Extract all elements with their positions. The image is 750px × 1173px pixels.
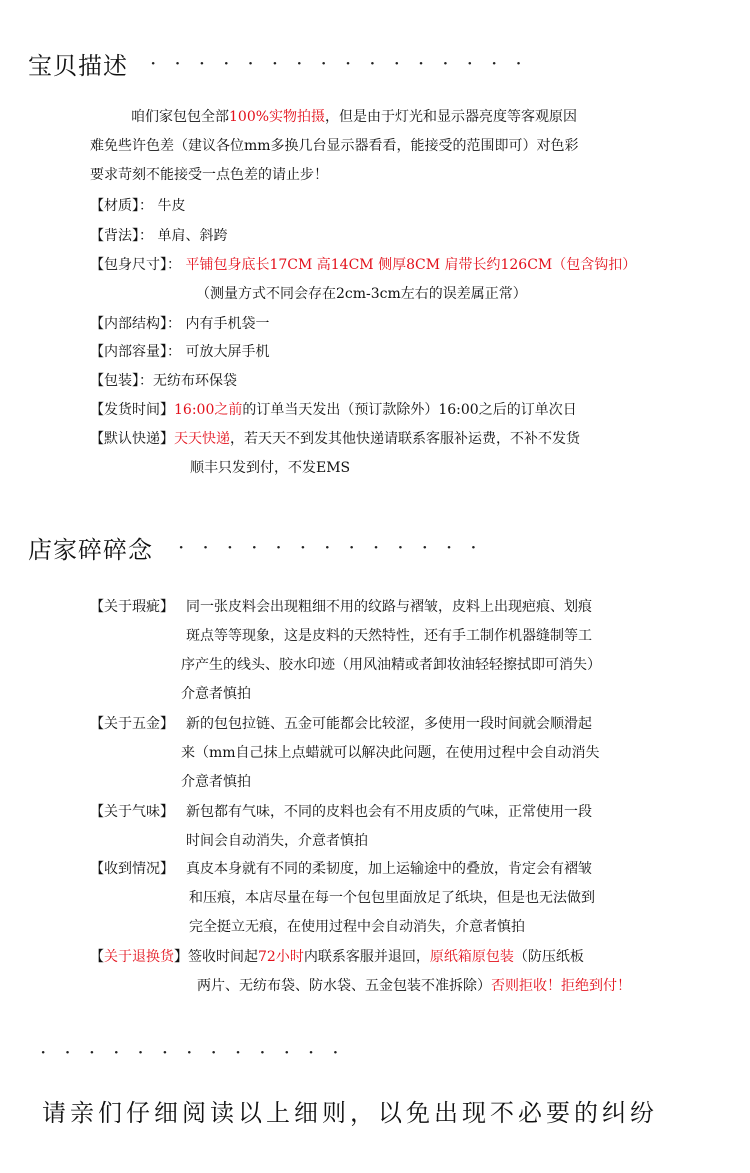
structure-row: 【内部结构】： 内有手机袋一 [90, 316, 270, 332]
size-note: （测量方式不同会存在2cm-3cm左右的误差属正常） [196, 286, 527, 302]
flaw-line-2: 斑点等等现象，这是皮料的天然特性，还有手工制作机器缝制等工 [186, 628, 592, 644]
material-row: 【材质】： 牛皮 [90, 198, 186, 214]
intro-line-2: 难免些许色差（建议各位mm多换几台显示器看看，能接受的范围即可）对色彩 [90, 138, 579, 154]
hardware-label: 【关于五金】 [90, 716, 174, 732]
hardware-line-3: 介意者慎拍 [181, 774, 251, 790]
receipt-label: 【收到情况】 [90, 861, 174, 877]
footer-notice: 请亲们仔细阅读以上细则，以免出现不必要的纠纷 [42, 1099, 658, 1127]
capacity-row: 【内部容量】： 可放大屏手机 [90, 344, 270, 360]
packaging-row: 【包装】：无纺布环保袋 [90, 373, 237, 389]
hardware-line-1: 新的包包拉链、五金可能都会比较涩，多使用一段时间就会顺滑起 [186, 716, 592, 732]
section-title-description: 宝贝描述 [28, 52, 128, 80]
size-row: 【包身尺寸】： 平铺包身底长17CM 高14CM 侧厚8CM 肩带长约126CM（包含钩扣） [90, 257, 637, 273]
flaw-label: 【关于瑕疵】 [90, 599, 174, 615]
returns-row: 【关于退换货】签收时间起72小时内联系客服并退回，原纸箱原包装（防压纸板 [90, 949, 584, 965]
flaw-line-4: 介意者慎拍 [181, 686, 251, 702]
smell-line-2: 时间会自动消失，介意者慎拍 [186, 833, 368, 849]
flaw-line-1: 同一张皮料会出现粗细不用的纹路与褶皱，皮料上出现疤痕、划痕 [186, 599, 592, 615]
smell-label: 【关于气味】 [90, 804, 174, 820]
dotted-divider: ············· [178, 535, 495, 559]
express-row: 【默认快递】天天快递，若天天不到发其他快递请联系客服补运费，不补不发货 [90, 431, 580, 447]
dotted-divider: ················ [150, 51, 540, 75]
shipping-row: 【发货时间】16:00之前的订单当天发出（预订款除外）16:00之后的订单次日 [90, 402, 577, 418]
returns-row-2: 两片、无纺布袋、防水袋、五金包装不准拆除）否则拒收！拒绝到付！ [197, 978, 631, 994]
receipt-line-1: 真皮本身就有不同的柔韧度，加上运输途中的叠放，肯定会有褶皱 [186, 861, 592, 877]
hardware-line-2: 来（mm自己抹上点蜡就可以解决此问题，在使用过程中会自动消失 [181, 745, 600, 761]
flaw-line-3: 序产生的线头、胶水印迹（用风油精或者卸妆油轻轻擦拭即可消失） [181, 657, 601, 673]
intro-line-1: 咱们家包包全部100%实物拍摄，但是由于灯光和显示器亮度等客观原因 [131, 109, 578, 125]
receipt-line-2: 和压痕，本店尽量在每一个包包里面放足了纸块，但是也无法做到 [189, 890, 595, 906]
smell-line-1: 新包都有气味，不同的皮料也会有不用皮质的气味，正常使用一段 [186, 804, 592, 820]
section-title-notes: 店家碎碎念 [28, 536, 153, 564]
express-row-2: 顺丰只发到付，不发EMS [190, 460, 351, 476]
receipt-line-3: 完全挺立无痕，在使用过程中会自动消失，介意者慎拍 [189, 919, 525, 935]
bottom-dotted-divider: ············· [40, 1040, 357, 1064]
carry-row: 【背法】： 单肩、斜跨 [90, 228, 228, 244]
intro-line-3: 要求苛刻不能接受一点色差的请止步！ [90, 167, 328, 183]
